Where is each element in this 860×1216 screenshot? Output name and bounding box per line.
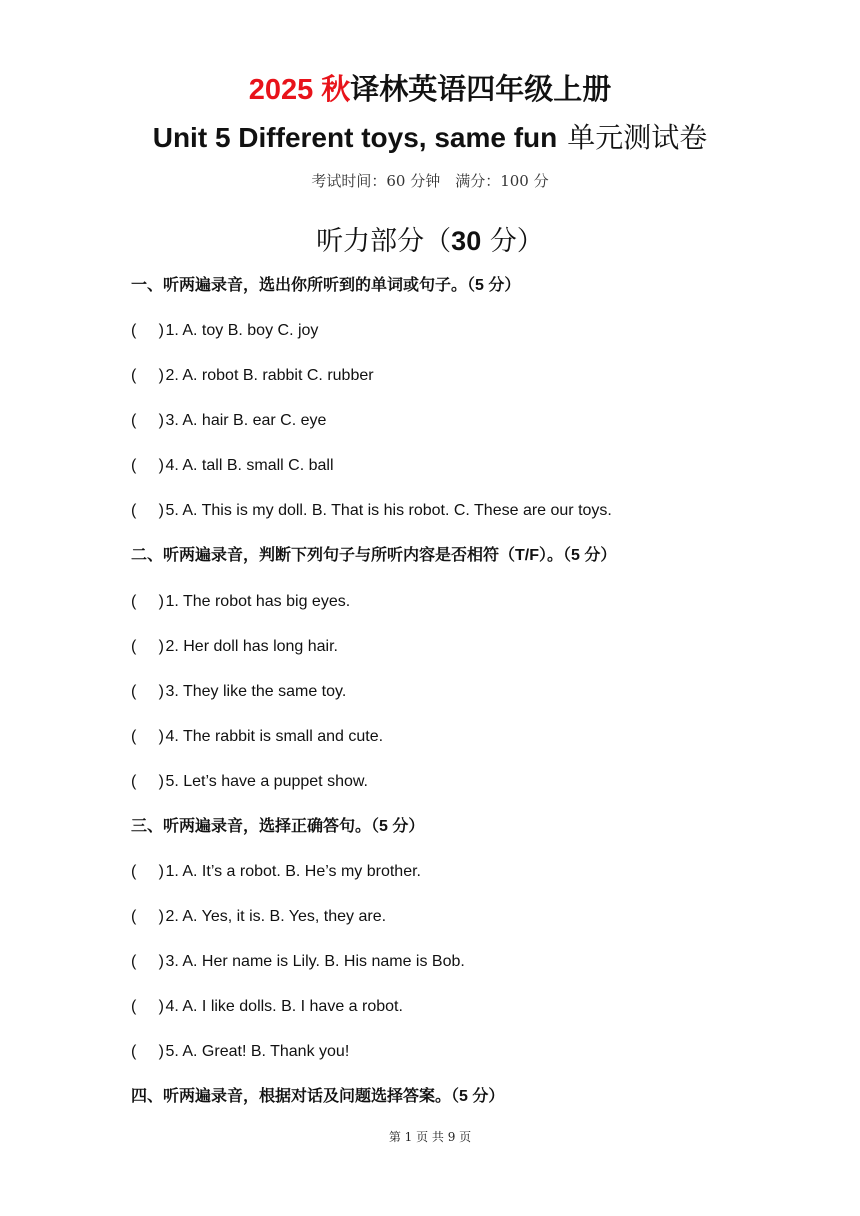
question-item: ( ) 2. Her doll has long hair. <box>131 635 338 659</box>
part-suffix: 分） <box>489 226 544 257</box>
question-item: ( ) 2. A. Yes, it is. B. Yes, they are. <box>131 905 386 929</box>
answer-blank: ( ) <box>131 1043 164 1060</box>
question-item: ( ) 1. The robot has big eyes. <box>131 590 350 614</box>
question-item: ( ) 2. A. robot B. rabbit C. rubber <box>131 364 374 388</box>
question-item: ( ) 3. They like the same toy. <box>131 680 346 704</box>
title-line-2 <box>0 120 860 156</box>
question-item: ( ) 3. A. Her name is Lily. B. His name is Bob. <box>131 950 465 974</box>
answer-blank: ( ) <box>131 998 164 1015</box>
answer-blank: ( ) <box>131 412 164 429</box>
page-footer: 第 1 页 共 9 页 <box>388 1130 472 1144</box>
title-line-1 <box>0 72 860 108</box>
section-1-title: 一、听两遍录音，选出你所听到的单词或句子。（5 分） <box>131 277 521 294</box>
section-3-title: 三、听两遍录音，选择正确答句。（5 分） <box>131 818 425 835</box>
section-4-title: 四、听两遍录音，根据对话及问题选择答案。（5 分） <box>131 1088 505 1105</box>
answer-blank: ( ) <box>131 908 164 925</box>
question-item: ( ) 4. The rabbit is small and cute. <box>131 725 383 749</box>
answer-blank: ( ) <box>131 728 164 745</box>
question-item: ( ) 5. A. Great! B. Thank you! <box>131 1040 349 1064</box>
question-item: ( ) 4. A. I like dolls. B. I have a robot. <box>131 995 403 1019</box>
question-item: ( ) 4. A. tall B. small C. ball <box>131 454 334 478</box>
answer-blank: ( ) <box>131 457 164 474</box>
exam-meta: 考试时间：60 分钟 满分：100 分 <box>311 172 549 190</box>
answer-blank: ( ) <box>131 773 164 790</box>
section-2-title: 二、听两遍录音，判断下列句子与所听内容是否相符（T/F）。（5 分） <box>131 547 617 564</box>
question-item: ( ) 5. A. This is my doll. B. That is his robot. C. These are our toys. <box>131 499 612 523</box>
answer-blank: ( ) <box>131 953 164 970</box>
question-item: ( ) 1. A. It’s a robot. B. He’s my brother. <box>131 860 421 884</box>
part-heading <box>0 222 860 261</box>
test-name: 单元测试卷 <box>567 122 708 153</box>
part-score: 30 <box>451 226 482 256</box>
answer-blank: ( ) <box>131 367 164 384</box>
question-item: ( ) 3. A. hair B. ear C. eye <box>131 409 326 433</box>
answer-blank: ( ) <box>131 593 164 610</box>
answer-blank: ( ) <box>131 502 164 519</box>
unit-title: Unit 5 Different toys, same fun <box>152 122 558 153</box>
answer-blank: ( ) <box>131 863 164 880</box>
title-book: 译林英语四年级上册 <box>350 74 612 106</box>
answer-blank: ( ) <box>131 683 164 700</box>
part-title: 听力部分（ <box>316 226 452 257</box>
question-item: ( ) 5. Let’s have a puppet show. <box>131 770 368 794</box>
answer-blank: ( ) <box>131 322 164 339</box>
answer-blank: ( ) <box>131 638 164 655</box>
question-item: ( ) 1. A. toy B. boy C. joy <box>131 319 318 343</box>
title-year: 2025 秋 <box>248 74 351 106</box>
